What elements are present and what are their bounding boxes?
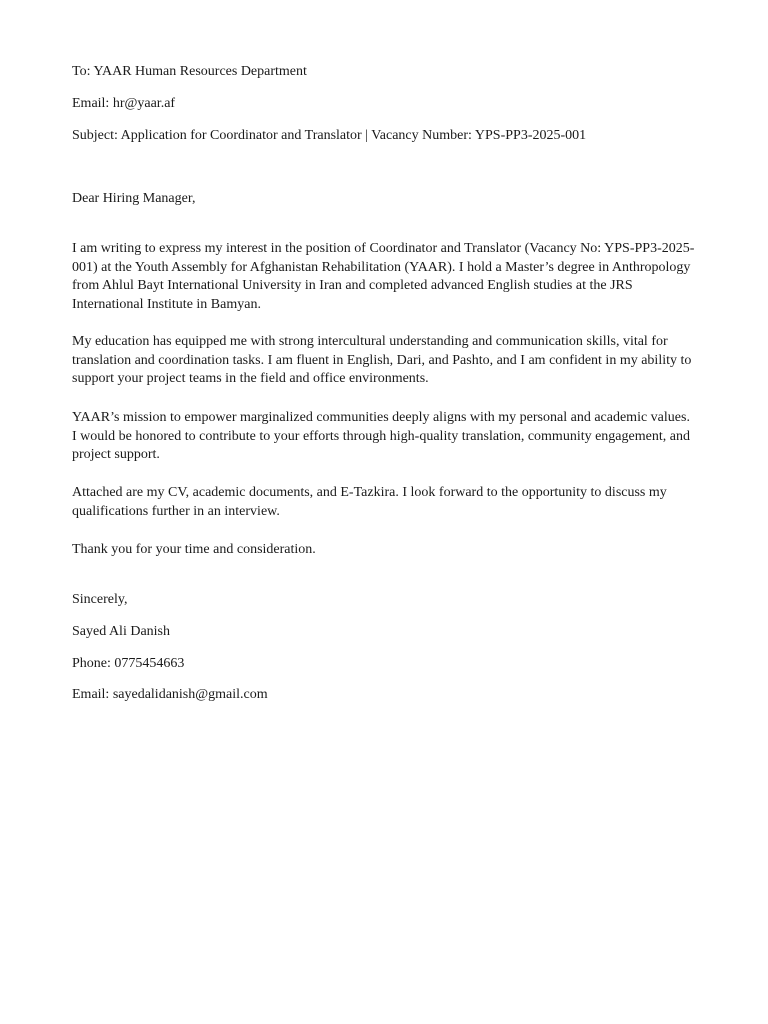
subject-line: Subject: Application for Coordinator and Translator | Vacancy Number: YPS-PP3-2025-001	[72, 128, 587, 143]
sender-email: Email: sayedalidanish@gmail.com	[72, 687, 268, 702]
body-paragraph-4: Attached are my CV, academic documents, and E-Tazkira. I look forward to the opportunity to discuss my qualifications further in an interview.	[72, 485, 667, 519]
body-paragraph-1: I am writing to express my interest in the position of Coordinator and Translator (Vacancy No: YPS-PP3-2025-001) at the Youth Assembly for Afghanistan Rehabilitation (YAAR). I hold a Master’s degree in Anthropology from Ahlul Bayt International University in Iran and completed advanced English studies at the JRS International Institute in Bamyan.	[72, 241, 695, 313]
recipient-email-line: Email: hr@yaar.af	[72, 96, 176, 111]
salutation: Dear Hiring Manager,	[72, 191, 196, 206]
recipient-line: To: YAAR Human Resources Department	[72, 64, 307, 79]
body-paragraph-3: YAAR’s mission to empower marginalized communities deeply aligns with my personal and academic values. I would be honored to contribute to your efforts through high-quality translation, community engagement, and project support.	[72, 410, 690, 463]
sender-name: Sayed Ali Danish	[72, 624, 170, 639]
body-paragraph-5: Thank you for your time and consideration.	[72, 542, 316, 557]
sender-phone: Phone: 0775454663	[72, 656, 185, 671]
body-paragraph-2: My education has equipped me with strong intercultural understanding and communication skills, vital for translation and coordination tasks. I am fluent in English, Dari, and Pashto, and I am confident in my ability to support your project teams in the field and office environments.	[72, 334, 692, 387]
closing: Sincerely,	[72, 592, 128, 607]
